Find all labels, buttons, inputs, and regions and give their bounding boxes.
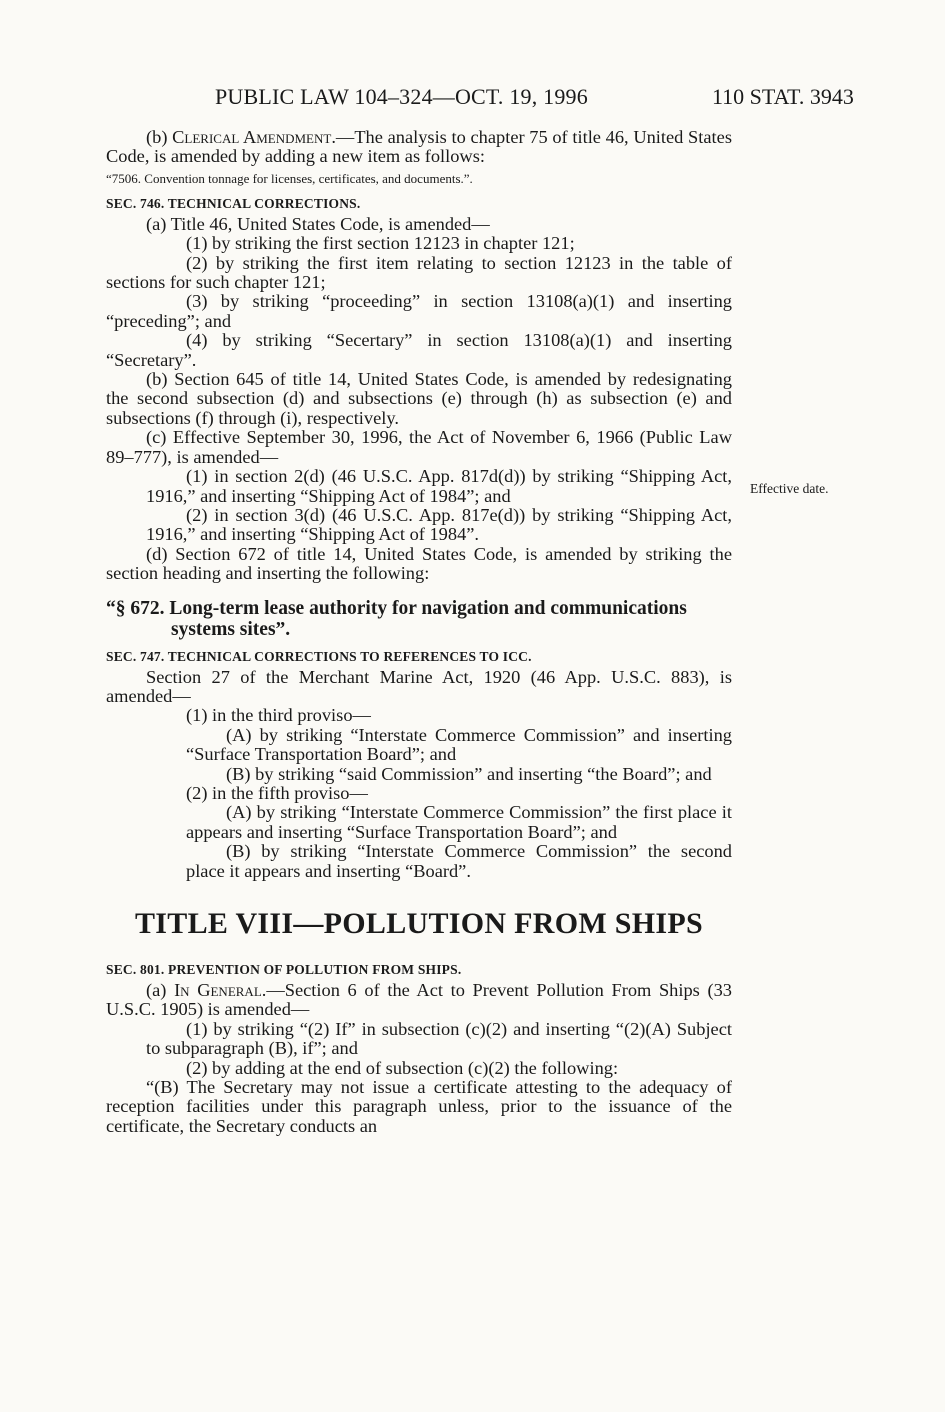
paragraph: (a) Title 46, United States Code, is amended—	[146, 213, 490, 234]
paragraph: (B) by striking “Interstate Commerce Commission” the second place it appears and inserting “Board”.	[186, 841, 732, 881]
paragraph: (1) by striking “(2) If” in subsection (c)(2) and inserting “(2)(A) Subject to subparagraph (B), if”; and	[146, 1018, 732, 1059]
paragraph: (4) by striking “Secertary” in section 13108(a)(1) and inserting “Secretary”.	[106, 330, 732, 370]
paragraph: (B) by striking “said Commission” and inserting “the Board”; and	[226, 763, 712, 784]
paragraph: (1) in the third proviso—	[186, 705, 371, 726]
paragraph: “(B) The Secretary may not issue a certificate attesting to the adequacy of reception facilities under this paragraph unless, prior to the issuance of the certificate, the Secretary conducts an	[106, 1077, 732, 1136]
section-heading-746: SEC. 746. TECHNICAL CORRECTIONS.	[106, 195, 361, 211]
paragraph: (A) by striking “Interstate Commerce Commission” the first place it appears and inserting “Surface Transportation Board”; and	[186, 802, 732, 842]
paragraph: (3) by striking “proceeding” in section 13108(a)(1) and inserting “preceding”; and	[106, 291, 732, 331]
paragraph: (b) Section 645 of title 14, United States Code, is amended by redesignating the second subsection (d) and subsections (e) through (h) as subsection (e) and subsections (f) through (i), respectively.	[106, 369, 732, 428]
paragraph-clerical-amendment: (b) Clerical Amendment.—The analysis to chapter 75 of title 46, United States Code, is amended by adding a new item as follows:	[106, 127, 732, 167]
title-heading: TITLE VIII—POLLUTION FROM SHIPS	[134, 907, 704, 940]
inserted-item-text: “7506. Convention tonnage for licenses, certificates, and documents.”.	[106, 170, 473, 186]
section-heading-801: SEC. 801. PREVENTION OF POLLUTION FROM SHIPS.	[106, 962, 462, 977]
running-header-title: PUBLIC LAW 104–324—OCT. 19, 1996	[215, 84, 588, 109]
paragraph: (d) Section 672 of title 14, United States Code, is amended by striking the section heading and inserting the following:	[106, 543, 732, 584]
paragraph: (2) in the fifth proviso—	[186, 782, 368, 803]
section-heading-747: SEC. 747. TECHNICAL CORRECTIONS TO REFERENCES TO ICC.	[106, 648, 532, 664]
paragraph-in-general: (a) In General.—Section 6 of the Act to Prevent Pollution From Ships (33 U.S.C. 1905) is amended—	[106, 980, 732, 1020]
paragraph: (2) by adding at the end of subsection (c)(2) the following:	[186, 1057, 619, 1078]
paragraph: (A) by striking “Interstate Commerce Commission” and inserting “Surface Transportation Board”; and	[186, 724, 732, 765]
document-body	[106, 128, 732, 1136]
paragraph: (1) in section 2(d) (46 U.S.C. App. 817d(d)) by striking “Shipping Act, 1916,” and inserting “Shipping Act of 1984”; and	[146, 466, 732, 506]
paragraph: Section 27 of the Merchant Marine Act, 1920 (46 App. U.S.C. 883), is amended—	[106, 666, 732, 706]
paragraph: (2) in section 3(d) (46 U.S.C. App. 817e(d)) by striking “Shipping Act, 1916,” and inserting “Shipping Act of 1984”.	[146, 504, 732, 545]
paragraph: (2) by striking the first item relating to section 12123 in the table of sections for such chapter 121;	[106, 252, 732, 293]
paragraph: (c) Effective September 30, 1996, the Act of November 6, 1966 (Public Law 89–777), is amended—	[106, 427, 732, 467]
margin-note-effective-date: Effective date.	[750, 481, 829, 496]
paragraph: (1) by striking the first section 12123 in chapter 121;	[186, 233, 575, 254]
inserted-section-heading-672: “§ 672. Long-term lease authority for navigation and communications systems sites”.	[106, 597, 687, 640]
statute-page-number: 110 STAT. 3943	[712, 84, 854, 109]
